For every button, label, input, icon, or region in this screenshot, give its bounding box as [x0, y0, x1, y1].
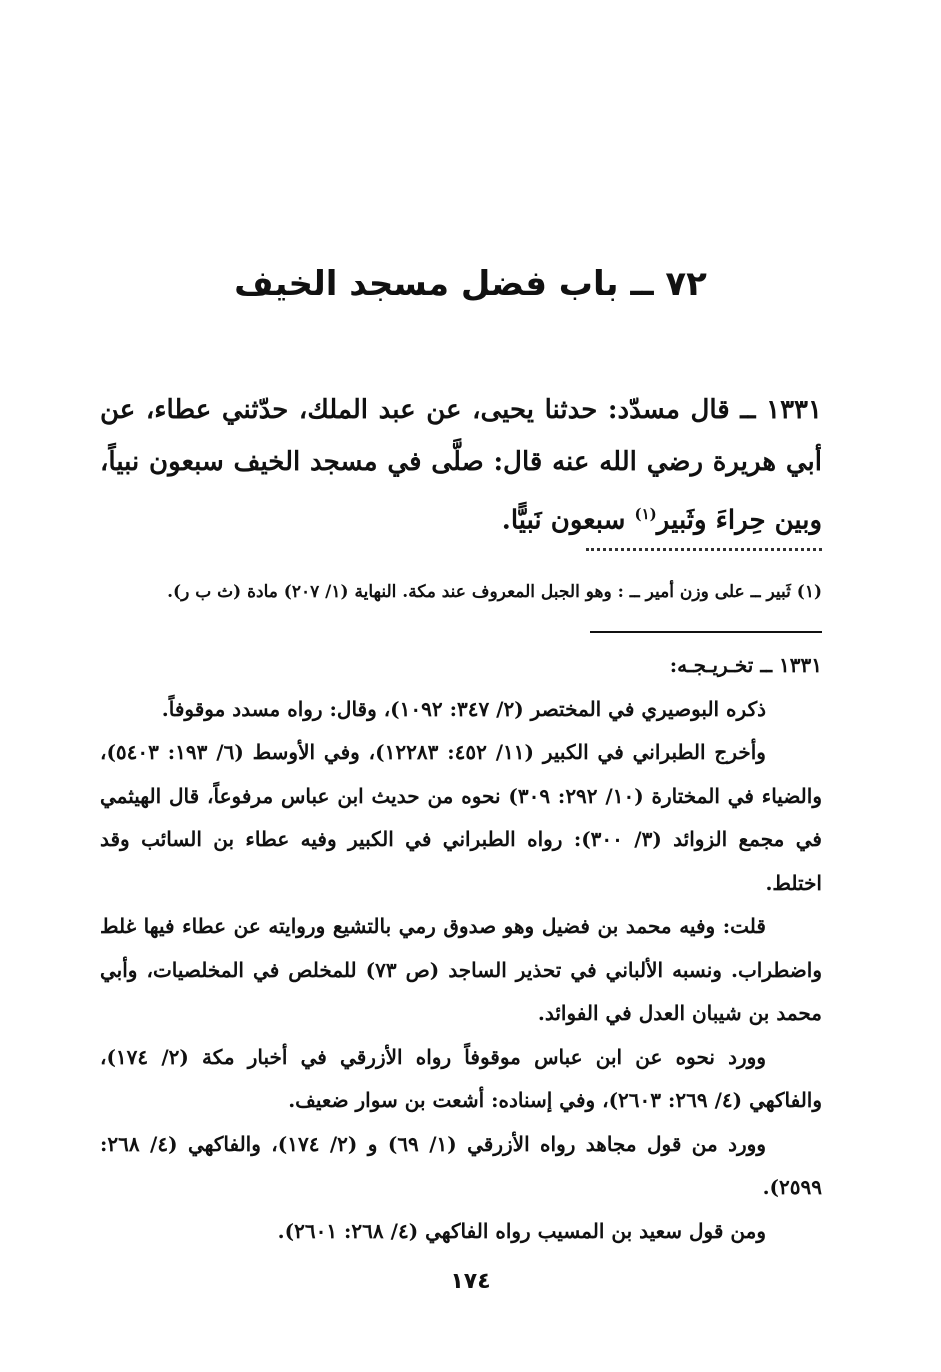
takhrij-paragraph: وأخرج الطبراني في الكبير (١١/ ٤٥٢: ١٢٢٨٣)، وفي الأوسط (٦/ ١٩٣: ٥٤٠٣)، والضياء في المختارة (١٠/ ٢٩٢: ٣٠٩) نحوه من حديث ابن عباس مرفوعاً، قال الهيثمي في مجمع الزوائد (٣/ ٣٠٠): رواه الطبراني في الكبير وفيه عطاء بن السائب وقد اختلط.: [100, 740, 822, 895]
hadith-text: [100, 384, 822, 547]
page-number: ١٧٤: [450, 1269, 491, 1294]
footnote-separator: [586, 548, 822, 555]
hadith-body-end: سبعون نَبيًّا.: [501, 505, 635, 536]
chapter-title: ٧٢ ــ باب فضل مسجد الخيف: [234, 264, 707, 304]
footnote: (١) ثَبير ــ على وزن أمير ــ : وهو الجبل المعروف عند مكة. النهاية (١/ ٢٠٧) مادة (ث ب ر).: [167, 582, 822, 602]
takhrij-paragraph: وورد من قول مجاهد رواه الأزرقي (١/ ٦٩) و (٢/ ١٧٤)، والفاكهي (٤/ ٢٦٨: ٢٥٩٩).: [100, 1131, 822, 1199]
footnote-reference: (١): [634, 505, 657, 523]
takhrij-paragraph: قلت: وفيه محمد بن فضيل وهو صدوق رمي بالتشيع وروايته عن عطاء فيها غلط واضطراب. ونسبه الألباني في تحذير الساجد (ص ٧٣) للمخلص في المخلصيات، وأبي محمد بن شيبان العدل في الفوائد.: [100, 914, 822, 1025]
takhrij-paragraph: ومن قول سعيد بن المسيب رواه الفاكهي (٤/ ٢٦٨: ٢٦٠١).: [277, 1218, 766, 1243]
hadith-number: ١٣٣١ ــ: [740, 395, 822, 425]
takhrij-paragraph: وورد نحوه عن ابن عباس موقوفاً رواه الأزرقي في أخبار مكة (٢/ ١٧٤)، والفاكهي (٤/ ٢٦٩: ٢٦٠٣)، وفي إسناده: أشعت بن سوار ضعيف.: [100, 1044, 822, 1112]
hadith-body: قال مسدّد: حدثنا يحيى، عن عبد الملك، حدّثني عطاء، عن أبي هريرة رضي الله عنه قال: صلَّى في مسجد الخيف سبعون نبياً، وبين حِراءَ وثَبير: [100, 395, 822, 536]
takhrij-section: [100, 644, 822, 1253]
section-divider: [590, 631, 822, 633]
takhrij-heading: ١٣٣١ ــ تخـريـجـه:: [669, 653, 822, 677]
takhrij-paragraph: ذكره البوصيري في المختصر (٢/ ٣٤٧: ١٠٩٢)، وقال: رواه مسدد موقوفاً.: [161, 696, 766, 721]
